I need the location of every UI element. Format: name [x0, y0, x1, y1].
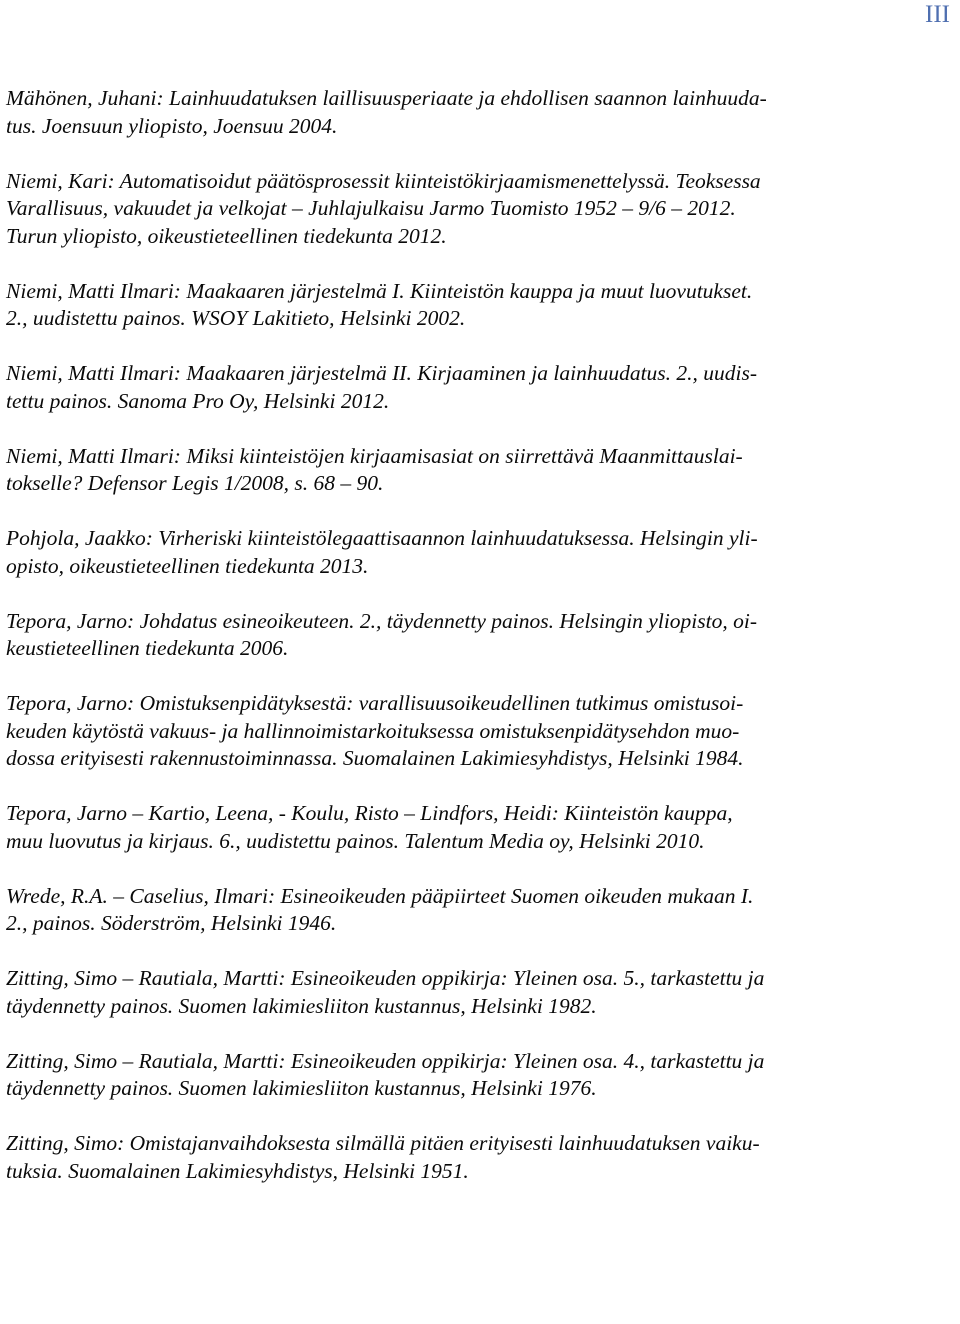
bibliography-entry — [6, 443, 954, 498]
bibliography-list — [6, 85, 954, 1213]
bibliography-entry — [6, 608, 954, 663]
bibliography-entry — [6, 965, 954, 1020]
bibliography-entry — [6, 883, 954, 938]
entry-line: tettu painos. Sanoma Pro Oy, Helsinki 2012. — [6, 388, 390, 413]
entry-line: tokselle? Defensor Legis 1/2008, s. 68 – 90. — [6, 471, 384, 495]
entry-line: Tepora, Jarno: Omistuksenpidätyksestä: varallisuusoikeudellinen tutkimus omistusoi- — [6, 691, 744, 715]
entry-line: Pohjola, Jaakko: Virheriski kiinteistölegaattisaannon lainhuudatuksessa. Helsingin yli- — [6, 526, 758, 550]
bibliography-entry — [6, 800, 954, 855]
bibliography-entry — [6, 360, 954, 415]
entry-line: täydennetty painos. Suomen lakimiesliiton kustannus, Helsinki 1982. — [6, 993, 597, 1018]
entry-line: dossa erityisesti rakennustoiminnassa. Suomalainen Lakimiesyhdistys, Helsinki 1984. — [6, 746, 744, 770]
entry-line: tuksia. Suomalainen Lakimiesyhdistys, Helsinki 1951. — [6, 1158, 469, 1183]
entry-line: Tepora, Jarno – Kartio, Leena, - Koulu, Risto – Lindfors, Heidi: Kiinteistön kauppa, — [6, 801, 733, 825]
entry-line: Turun yliopisto, oikeustieteellinen tiedekunta 2012. — [6, 223, 447, 248]
entry-line: Wrede, R.A. – Caselius, Ilmari: Esineoikeuden pääpiirteet Suomen oikeuden mukaan I. — [6, 883, 754, 908]
entry-line: keustieteellinen tiedekunta 2006. — [6, 636, 289, 660]
bibliography-entry — [6, 690, 954, 773]
bibliography-entry — [6, 278, 954, 333]
entry-line: Niemi, Matti Ilmari: Miksi kiinteistöjen kirjaamisasiat on siirrettävä Maanmittauslai- — [6, 443, 743, 468]
entry-line: Zitting, Simo: Omistajanvaihdoksesta silmällä pitäen erityisesti lainhuudatuksen vaiku- — [6, 1131, 760, 1155]
entry-line: Niemi, Matti Ilmari: Maakaaren järjestelmä II. Kirjaaminen ja lainhuudatus. 2., uudis- — [6, 361, 758, 385]
entry-line: Zitting, Simo – Rautiala, Martti: Esineoikeuden oppikirja: Yleinen osa. 5., tarkastettu ja — [6, 966, 765, 990]
entry-line: tus. Joensuun yliopisto, Joensuu 2004. — [6, 113, 338, 138]
bibliography-entry — [6, 525, 954, 580]
bibliography-entry — [6, 168, 954, 251]
entry-line: Niemi, Matti Ilmari: Maakaaren järjestelmä I. Kiinteistön kauppa ja muut luovutukset. — [6, 278, 753, 303]
bibliography-entry — [6, 1048, 954, 1103]
entry-line: opisto, oikeustieteellinen tiedekunta 2013. — [6, 553, 369, 578]
entry-line: keuden käytöstä vakuus- ja hallinnoimistarkoituksessa omistuksenpidätysehdon muo- — [6, 718, 740, 743]
entry-line: Niemi, Kari: Automatisoidut päätösprosessit kiinteistökirjaamismenettelyssä. Teoksessa — [6, 168, 761, 193]
entry-line: muu luovutus ja kirjaus. 6., uudistettu painos. Talentum Media oy, Helsinki 2010. — [6, 828, 705, 853]
bibliography-entry — [6, 1130, 954, 1185]
page-number: III — [925, 1, 950, 28]
entry-line: 2., painos. Söderström, Helsinki 1946. — [6, 911, 337, 935]
entry-line: Tepora, Jarno: Johdatus esineoikeuteen. 2., täydennetty painos. Helsingin yliopisto, oi- — [6, 608, 757, 633]
entry-line: Varallisuus, vakuudet ja velkojat – Juhlajulkaisu Jarmo Tuomisto 1952 – 9/6 – 2012. — [6, 196, 736, 220]
entry-line: täydennetty painos. Suomen lakimiesliiton kustannus, Helsinki 1976. — [6, 1076, 597, 1100]
entry-line: 2., uudistettu painos. WSOY Lakitieto, Helsinki 2002. — [6, 306, 466, 330]
bibliography-entry — [6, 85, 954, 140]
entry-line: Zitting, Simo – Rautiala, Martti: Esineoikeuden oppikirja: Yleinen osa. 4., tarkastettu ja — [6, 1048, 765, 1073]
entry-line: Mähönen, Juhani: Lainhuudatuksen laillisuusperiaate ja ehdollisen saannon lainhuuda- — [6, 86, 767, 110]
